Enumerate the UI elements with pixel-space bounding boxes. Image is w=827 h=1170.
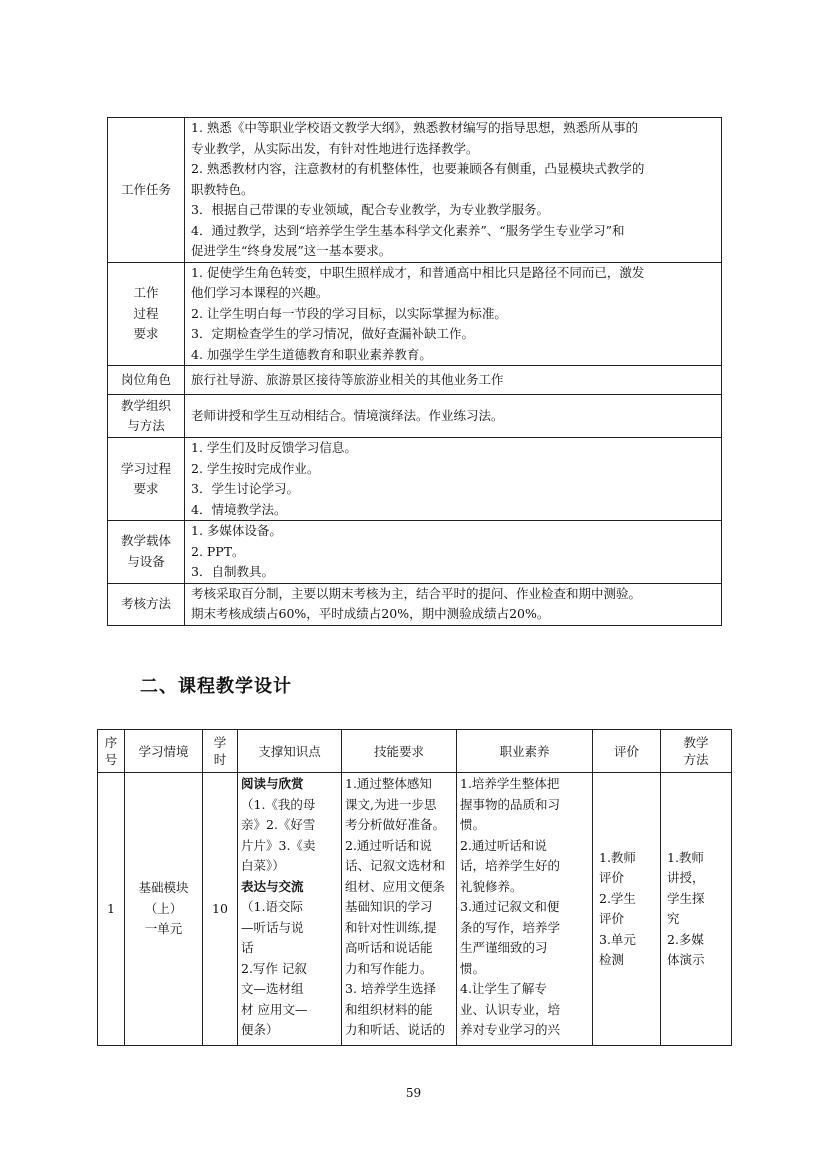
section-title: 二、课程教学设计 (140, 676, 292, 697)
header-hours: 学 时 (203, 730, 238, 773)
cell-evaluation: 1.教师 评价 2.学生 评价 3.单元 检测 (593, 773, 661, 1046)
row-label: 学习过程 要求 (108, 438, 185, 521)
course-design-table (97, 729, 732, 1046)
header-situation: 学习情境 (125, 730, 203, 773)
table-row (108, 395, 722, 438)
cell-situation: 基础模块 （上） 一单元 (125, 773, 203, 1046)
row-content: 老师讲授和学生互动相结合。情境演绎法。作业练习法。 (185, 395, 722, 438)
table-row (108, 583, 722, 625)
row-label: 工作 过程 要求 (108, 262, 185, 366)
row-label: 教学载体 与设备 (108, 521, 185, 584)
row-content: 1. 促使学生角色转变，中职生照样成才，和普通高中相比只是路径不同而已，激发 他们学习本课程的兴趣。 2. 让学生明白每一节段的学习目标，以实际掌握为标准。 3．定期检查学生的学习情况，做好查漏补缺工作。 4. 加强学生学生道德教育和职业素养教育。 (185, 262, 722, 366)
row-content: 1. 熟悉《中等职业学校语文教学大纲》，熟悉教材编写的指导思想，熟悉所从事的 专业教学，从实际出发，有针对性地进行选择教学。 2. 熟悉教材内容，注意教材的有机整体性，也要兼顾各有侧重，凸显模块式教学的 职教特色。 3．根据自己带课的专业领域，配合专业教学，为专业教学服务。 4．通过教学，达到“培养学生学生基本科学文化素养”、“服务学生专业学习”和 促进学生“终身发展”这一基本要求。 (185, 118, 722, 263)
table-row (108, 262, 722, 366)
table-row (108, 438, 722, 521)
table-header-row (98, 730, 732, 773)
header-method: 教学 方法 (661, 730, 732, 773)
cell-knowledge: 阅读与欣赏 （1.《我的母 亲》2.《好雪 片片》3.《卖 白菜》） 表达与交流 （1.语交际 —听话与说 话 2.写作 记叙 文—选材组 材 应用文— 便条） (238, 773, 342, 1046)
table-row (108, 118, 722, 263)
table-row (98, 773, 732, 1046)
cell-seq: 1 (98, 773, 125, 1046)
row-label: 工作任务 (108, 118, 185, 263)
table-row (108, 366, 722, 395)
row-content: 1. 学生们及时反馈学习信息。 2. 学生按时完成作业。 3．学生讨论学习。 4．情境教学法。 (185, 438, 722, 521)
header-knowledge: 支撑知识点 (238, 730, 342, 773)
cell-quality: 1.培养学生整体把 握事物的品质和习 惯。 2.通过听话和说 话，培养学生好的 礼貌修养。 3.通过记叙文和便 条的写作，培养学 生严谨细致的习 惯。 4.让学生了解专 业、认识专业，培 养对专业学习的兴 (457, 773, 593, 1046)
header-seq: 序 号 (98, 730, 125, 773)
row-content: 旅行社导游、旅游景区接待等旅游业相关的其他业务工作 (185, 366, 722, 395)
row-label: 岗位角色 (108, 366, 185, 395)
header-evaluation: 评价 (593, 730, 661, 773)
cell-method: 1.教师 讲授， 学生探 究 2.多媒 体演示 (661, 773, 732, 1046)
cell-hours: 10 (203, 773, 238, 1046)
cell-skills: 1.通过整体感知 课文,为进一步思 考分析做好准备。 2.通过听话和说 话、记叙文选材和 组材、应用文便条 基础知识的学习 和针对性训练,提 高听话和说话能 力和写作能力。 3. 培养学生选择 和组织材料的能 力和听话、说话的 (342, 773, 457, 1046)
row-label: 教学组织 与方法 (108, 395, 185, 438)
table-row (108, 521, 722, 584)
row-content: 考核采取百分制，主要以期末考核为主，结合平时的提问、作业检查和期中测验。 期末考核成绩占60%，平时成绩占20%，期中测验成绩占20%。 (185, 583, 722, 625)
row-content: 1. 多媒体设备。 2. PPT。 3．自制教具。 (185, 521, 722, 584)
page-number: 59 (405, 1086, 422, 1100)
header-skills: 技能要求 (342, 730, 457, 773)
course-info-table (107, 117, 722, 626)
row-label: 考核方法 (108, 583, 185, 625)
header-quality: 职业素养 (457, 730, 593, 773)
